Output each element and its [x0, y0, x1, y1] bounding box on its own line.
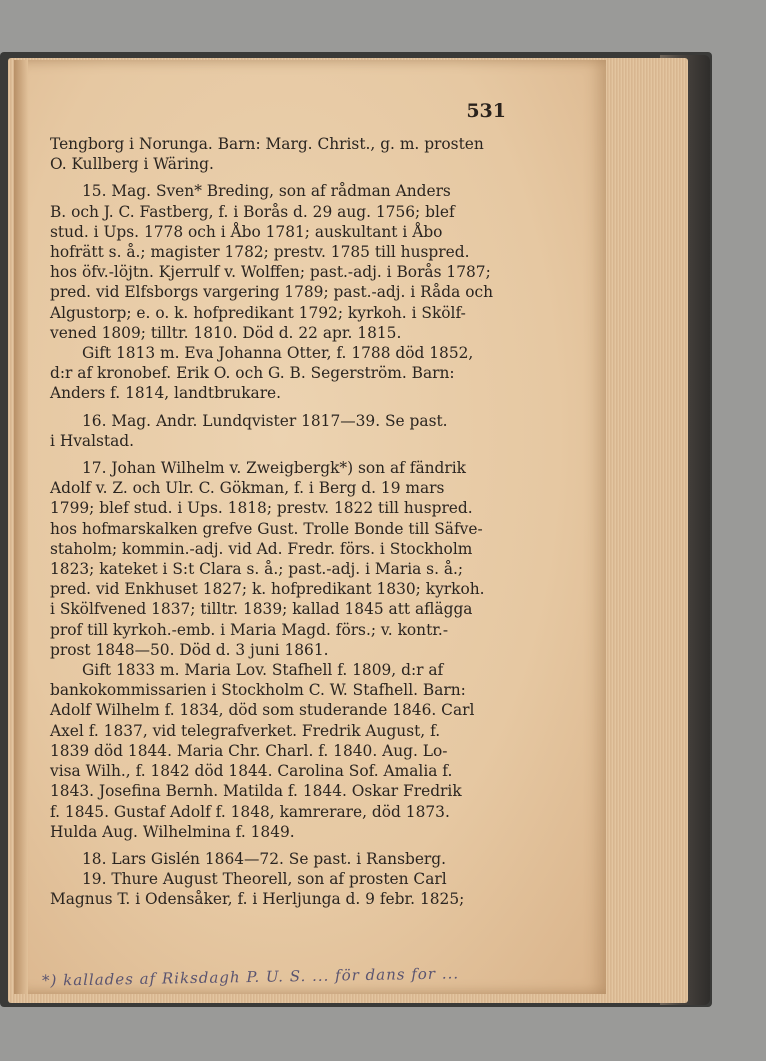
text-line: Adolf v. Z. och Ulr. C. Gökman, f. i Berg d. 19 mars [50, 479, 445, 498]
paragraph-gap [50, 404, 520, 411]
text-line: prof till kyrkoh.-emb. i Maria Magd. förs.; v. kontr.- [50, 620, 449, 639]
text-line: d:r af kronobef. Erik O. och G. B. Segerström. Barn: [50, 364, 455, 383]
page-text [50, 134, 520, 910]
text-line: 17. Johan Wilhelm v. Zweigbergk*) son af fändrik [82, 459, 466, 478]
text-line: hos hofmarskalken grefve Gust. Trolle Bonde till Säfve- [50, 519, 483, 538]
text-line: Axel f. 1837, vid telegrafverket. Fredrik August, f. [50, 721, 441, 740]
text-line: Adolf Wilhelm f. 1834, död som studerande 1846. Carl [50, 701, 475, 720]
text-line: Magnus T. i Odensåker, f. i Herljunga d. 9 febr. 1825; [50, 890, 465, 909]
text-line: 1843. Josefina Bernh. Matilda f. 1844. Oskar Fredrik [50, 782, 462, 801]
text-line: visa Wilh., f. 1842 död 1844. Carolina Sof. Amalia f. [50, 762, 453, 781]
text-line: Hulda Aug. Wilhelmina f. 1849. [50, 822, 295, 841]
page-number: 531 [466, 100, 506, 122]
text-line: 15. Mag. Sven* Breding, son af rådman Anders [82, 182, 451, 201]
text-line: staholm; kommin.-adj. vid Ad. Fredr. förs. i Stockholm [50, 539, 473, 558]
paragraph-gap [50, 174, 520, 181]
text-line: i Hvalstad. [50, 431, 135, 450]
text-line: 1823; kateket i S:t Clara s. å.; past.-adj. i Maria s. å.; [50, 560, 464, 579]
paragraph-gap [50, 842, 520, 849]
text-line: Gift 1833 m. Maria Lov. Stafhell f. 1809, d:r af [82, 661, 444, 680]
text-line: hofrätt s. å.; magister 1782; prestv. 1785 till huspred. [50, 243, 470, 262]
text-line: O. Kullberg i Wäring. [50, 155, 214, 174]
text-line: prost 1848—50. Död d. 3 juni 1861. [50, 640, 329, 659]
text-line: Anders f. 1814, landtbrukare. [50, 384, 282, 403]
text-line: stud. i Ups. 1778 och i Åbo 1781; auskultant i Åbo [50, 222, 443, 241]
page-gutter [14, 60, 28, 994]
text-line: 19. Thure August Theorell, son af prosten Carl [82, 870, 447, 889]
text-line: pred. vid Enkhuset 1827; k. hofpredikant 1830; kyrkoh. [50, 580, 485, 599]
text-line: hos öfv.-löjtn. Kjerrulf v. Wolffen; past.-adj. i Borås 1787; [50, 263, 491, 282]
text-line: pred. vid Elfsborgs vargering 1789; past.-adj. i Råda och [50, 283, 493, 302]
text-line: Tengborg i Norunga. Barn: Marg. Christ., g. m. prosten [50, 135, 484, 153]
handwritten-footnote: *) kallades af Riksdagh P. U. S. ... för dans for ... [41, 964, 460, 990]
text-line: f. 1845. Gustaf Adolf f. 1848, kamrerare, död 1873. [50, 802, 450, 821]
text-line: 18. Lars Gislén 1864—72. Se past. i Ransberg. [82, 849, 447, 868]
text-line: 16. Mag. Andr. Lundqvister 1817—39. Se past. [82, 411, 448, 430]
book-page [14, 60, 606, 994]
text-line: 1839 död 1844. Maria Chr. Charl. f. 1840. Aug. Lo- [50, 741, 448, 760]
text-line: 1799; blef stud. i Ups. 1818; prestv. 1822 till huspred. [50, 499, 473, 518]
text-line: Algustorp; e. o. k. hofpredikant 1792; kyrkoh. i Skölf- [50, 303, 466, 322]
text-line: i Skölfvened 1837; tilltr. 1839; kallad 1845 att aflägga [50, 600, 473, 619]
text-line: Gift 1813 m. Eva Johanna Otter, f. 1788 död 1852, [82, 344, 474, 363]
paragraph-gap [50, 451, 520, 458]
text-line: B. och J. C. Fastberg, f. i Borås d. 29 aug. 1756; blef [50, 202, 455, 221]
text-line: vened 1809; tilltr. 1810. Död d. 22 apr. 1815. [50, 323, 402, 342]
text-line: bankokommissarien i Stockholm C. W. Stafhell. Barn: [50, 681, 466, 700]
